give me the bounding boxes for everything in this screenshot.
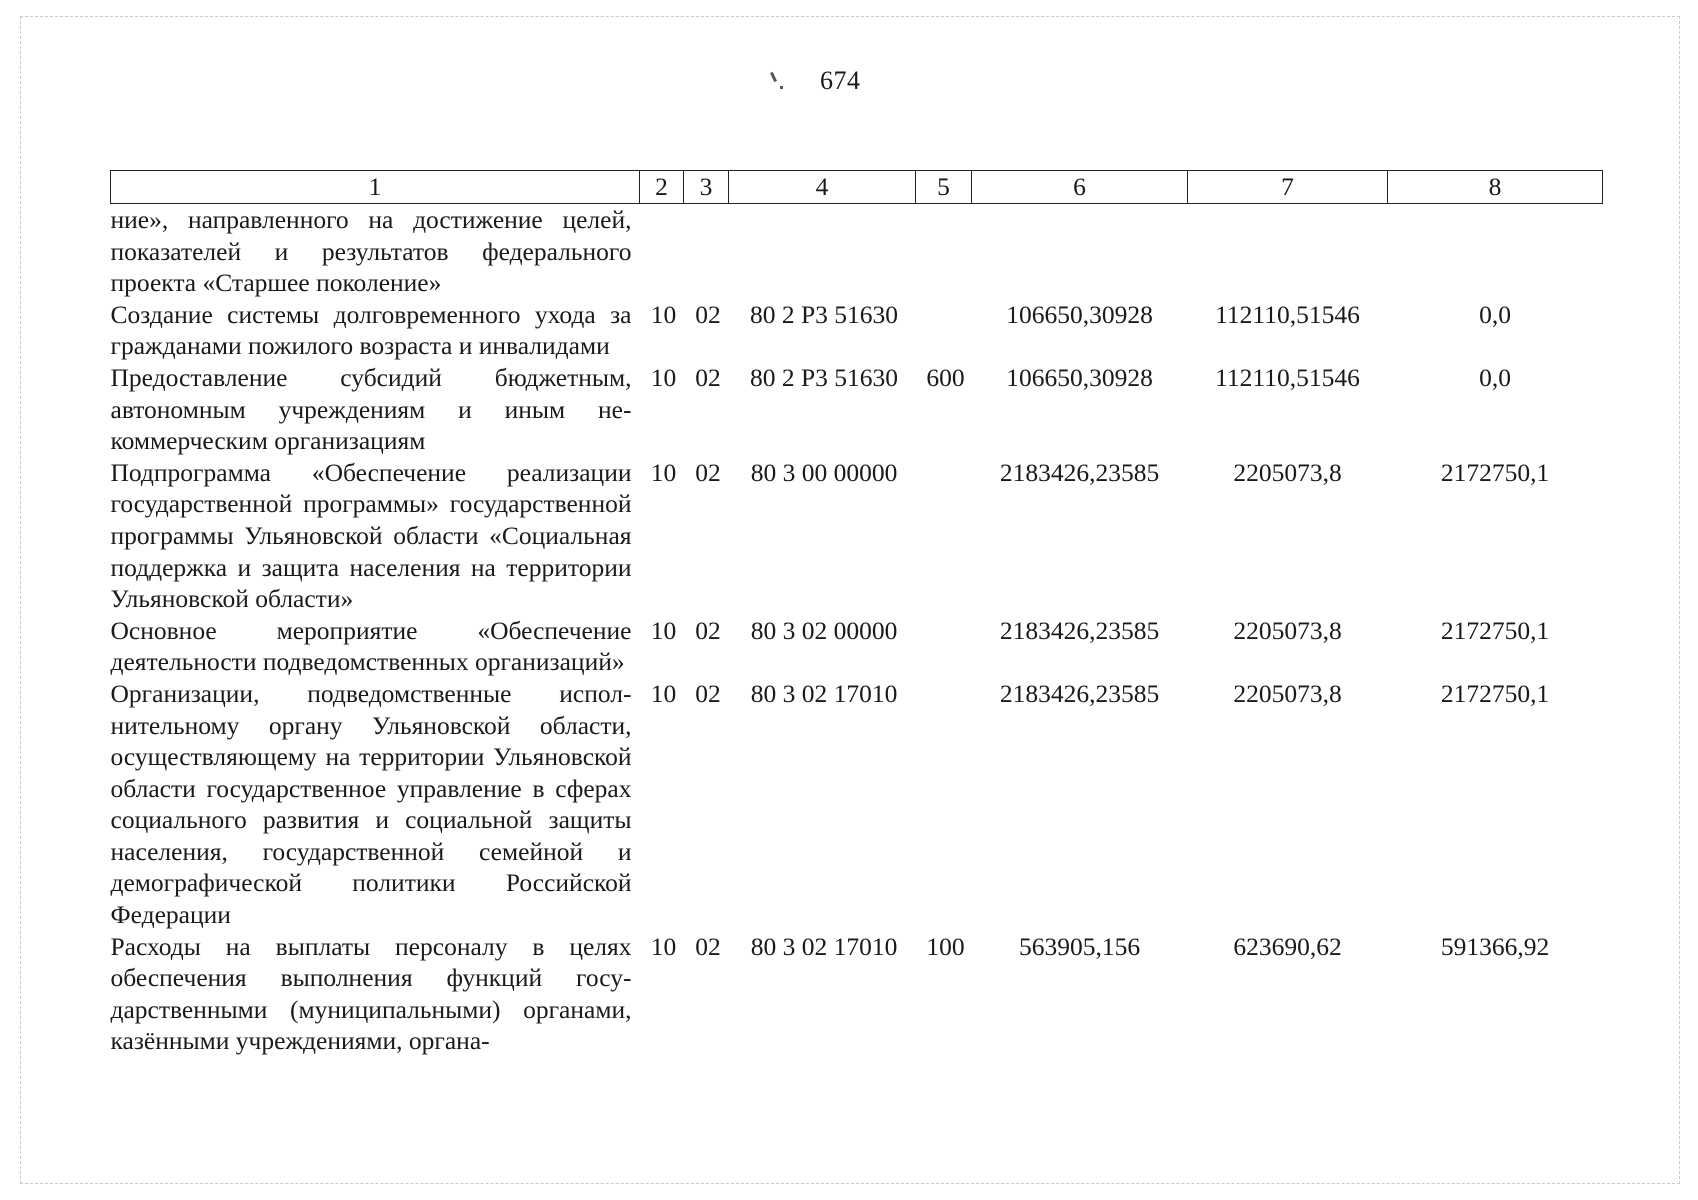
row-subsection <box>684 204 729 299</box>
header-col-3: 3 <box>684 171 729 204</box>
row-section: 10 <box>650 299 677 329</box>
row-subsection: 02 <box>695 362 721 392</box>
row-expense-type: 100 <box>926 931 965 961</box>
table-row <box>111 457 1603 615</box>
header-col-8: 8 <box>1388 171 1603 204</box>
row-amount-year1 <box>972 204 1188 299</box>
row-subsection: 02 <box>695 299 721 329</box>
row-expense-type <box>916 615 972 678</box>
row-section: 10 <box>650 362 677 392</box>
row-amount-year2: 2205073,8 <box>1233 457 1342 487</box>
table-row <box>111 931 1603 1057</box>
scan-speck <box>780 86 783 89</box>
row-name: Организации, подведомственные исполнительному органу Ульяновской области, осуществляющему на территории Ульяновской области государственное управление в сферах социального развития и социальной защиты населения, государственной семейной и демографической политики Российской Федерации <box>110 678 632 930</box>
row-amount-year3: 2172750,1 <box>1440 678 1550 708</box>
row-amount-year1: 2183426,23585 <box>999 457 1160 487</box>
row-name: Предоставление субсидий бюджетным, автономным учреждениям и иным некоммерческим организациям <box>110 362 632 456</box>
row-amount-year3: 0,0 <box>1479 362 1511 392</box>
table-row <box>111 204 1603 299</box>
row-name: Основное мероприятие «Обеспечение деятельности подведомственных организаций» <box>110 615 632 677</box>
row-section <box>640 204 684 299</box>
row-subsection: 02 <box>695 615 721 645</box>
table-header <box>111 171 1603 204</box>
row-amount-year3: 591366,92 <box>1440 931 1550 961</box>
row-expense-type <box>916 299 972 362</box>
row-amount-year2: 623690,62 <box>1233 931 1342 961</box>
row-amount-year1: 2183426,23585 <box>999 678 1160 708</box>
page-number: 674 <box>820 66 861 95</box>
row-amount-year2: 112110,51546 <box>1215 362 1360 392</box>
row-target-article: 80 3 02 17010 <box>750 931 898 961</box>
row-subsection: 02 <box>695 678 721 708</box>
row-target-article <box>729 204 916 299</box>
row-expense-type <box>916 457 972 615</box>
table-row <box>111 678 1603 931</box>
row-amount-year3: 2172750,1 <box>1440 615 1550 645</box>
row-amount-year1: 2183426,23585 <box>999 615 1160 645</box>
row-subsection: 02 <box>695 457 721 487</box>
row-name: ние», направленного на достижение целей, показателей и результатов федерального проекта «Старшее поколение» <box>110 205 632 298</box>
row-expense-type <box>916 678 972 931</box>
row-name: Подпрограмма «Обеспечение реализации государственной программы» государственной программы Ульяновской области «Социальная поддержка и защита населения на территории Ульяновской области» <box>110 457 632 614</box>
row-amount-year2: 112110,51546 <box>1215 299 1360 329</box>
row-amount-year2: 2205073,8 <box>1233 678 1342 708</box>
table-row <box>111 615 1603 678</box>
row-amount-year3: 0,0 <box>1479 299 1511 329</box>
row-amount-year2: 2205073,8 <box>1233 615 1342 645</box>
row-name: Создание системы долговременного ухода за гражданами пожилого возраста и инвалидами <box>110 299 632 361</box>
row-amount-year1: 563905,156 <box>1018 931 1141 961</box>
row-name: Расходы на выплаты персоналу в целях обеспечения выполнения функций государственными (муниципальными) органами, казёнными учреждениями, органа- <box>110 931 632 1056</box>
header-col-5: 5 <box>916 171 972 204</box>
row-expense-type <box>916 204 972 299</box>
row-section: 10 <box>650 678 677 708</box>
table-row <box>111 299 1603 362</box>
header-col-4: 4 <box>729 171 916 204</box>
row-expense-type: 600 <box>926 362 965 392</box>
row-amount-year2 <box>1188 204 1388 299</box>
row-target-article: 80 2 Р3 51630 <box>749 362 899 392</box>
row-target-article: 80 3 00 00000 <box>750 457 898 487</box>
header-col-7: 7 <box>1188 171 1388 204</box>
row-section: 10 <box>650 931 677 961</box>
budget-table <box>110 170 1603 1057</box>
header-col-2: 2 <box>640 171 684 204</box>
row-amount-year3 <box>1388 204 1603 299</box>
row-amount-year3: 2172750,1 <box>1440 457 1550 487</box>
row-target-article: 80 2 Р3 51630 <box>749 299 899 329</box>
row-subsection: 02 <box>695 931 721 961</box>
row-amount-year1: 106650,30928 <box>1006 362 1153 392</box>
row-target-article: 80 3 02 00000 <box>750 615 898 645</box>
row-target-article: 80 3 02 17010 <box>750 678 898 708</box>
header-col-6: 6 <box>972 171 1188 204</box>
row-section: 10 <box>650 457 677 487</box>
table-row <box>111 362 1603 457</box>
header-col-1: 1 <box>111 171 640 204</box>
row-amount-year1: 106650,30928 <box>1006 299 1153 329</box>
row-section: 10 <box>650 615 677 645</box>
